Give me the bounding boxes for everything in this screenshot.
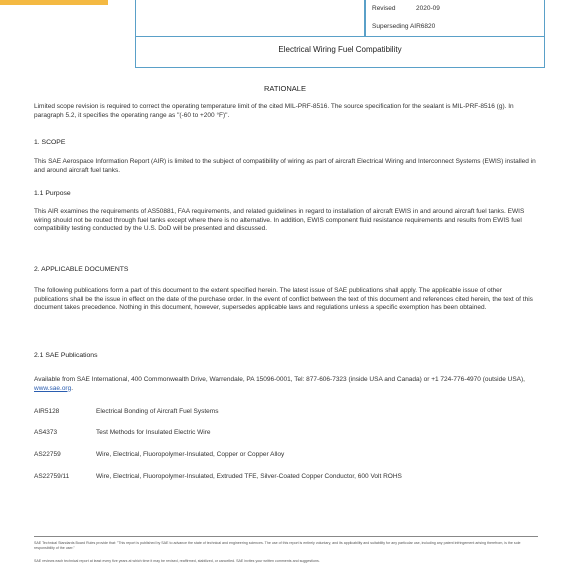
sae-address-end: . [71,384,74,392]
document-description: Electrical Bonding of Aircraft Fuel Systems [96,408,219,415]
document-code: AIR5128 [34,408,60,415]
sae-publications-heading: 2.1 SAE Publications [34,352,98,359]
revised-row [372,5,440,12]
revised-value: 2020-09 [416,5,440,12]
document-header [135,0,545,68]
rationale-heading: RATIONALE [264,84,306,93]
sae-address-text: Available from SAE International, 400 Commonwealth Drive, Warrendale, PA 15096-0001, Tel: 877-606-7323 (inside USA and Canada) or +1 724-776-4970 (outside USA), [34,376,525,383]
brand-mark [0,0,108,5]
applicable-documents-heading: 2. APPLICABLE DOCUMENTS [34,266,129,273]
revised-label: Revised [372,5,396,12]
applicable-documents-text: The following publications form a part of this document to the extent specified herein. The latest issue of SAE publications shall apply. The applicable issue of other publications shall be the issue in effect on the date of the purchase order. In the event of conflict between the text of this document and references cited herein, the text of this document takes precedence. Nothing in this document, however, supersedes applicable laws and regulations unless a specific exemption has been obtained. [34,287,533,311]
footer-note: SAE reviews each technical report at least every five years at which time it may be revised, reaffirmed, stabilized, or cancelled. SAE invites your written comments and suggestions. [34,559,320,563]
document-code: AS22759 [34,451,61,458]
document-description: Wire, Electrical, Fluoropolymer-Insulated, Extruded TFE, Silver-Coated Copper Conductor, 600 Volt ROHS [96,473,402,480]
document-description: Test Methods for Insulated Electric Wire [96,429,211,436]
document-description: Wire, Electrical, Fluoropolymer-Insulated, Copper or Copper Alloy [96,451,285,458]
header-divider [364,0,366,36]
document-title: Electrical Wiring Fuel Compatibility [278,45,402,54]
purpose-text: This AIR examines the requirements of AS50881, FAA requirements, and related guidelines in regard to installation of aircraft EWIS in and around aircraft fuel tanks. EWIS wiring should not be routed through fuel tanks except where there is no alternative. In addition, EWIS component fluid resistance requirements and results from EWIS fuel compatibility testing conducted by the U.S. DoD will be presented and discussed. [34,208,525,232]
footer-divider [34,536,538,537]
sae-website-link[interactable]: www.sae.org [34,384,72,392]
header-info-row [136,0,544,37]
scope-heading: 1. SCOPE [34,139,66,146]
superseding-row [372,23,435,30]
footer-note: SAE Technical Standards Board Rules provide that: "This report is published by SAE to advance the state of technical and engineering sciences. The use of this report is entirely voluntary, and its applicability and suitability for any particular use, including any patent infringement arising therefrom, is the sole responsibility of the user." [34,541,521,550]
rationale-text: Limited scope revision is required to correct the operating temperature limit of the cited MIL-PRF-8516. The source specification for the sealant is MIL-PRF-8516 (g). In paragraph 5.2, it specifies the operating range as "(-60 to +200 °F)". [34,103,514,119]
sae-publications-text [34,376,538,393]
purpose-heading: 1.1 Purpose [34,190,71,197]
document-code: AS4373 [34,429,58,436]
superseding-label: Superseding AIR6820 [372,23,436,30]
scope-text: This SAE Aerospace Information Report (AIR) is limited to the subject of compatibility of wiring as part of aircraft Electrical Wiring and Interconnect Systems (EWIS) installed in and around aircraft fuel tanks. [34,158,536,174]
document-code: AS22759/11 [34,473,70,480]
